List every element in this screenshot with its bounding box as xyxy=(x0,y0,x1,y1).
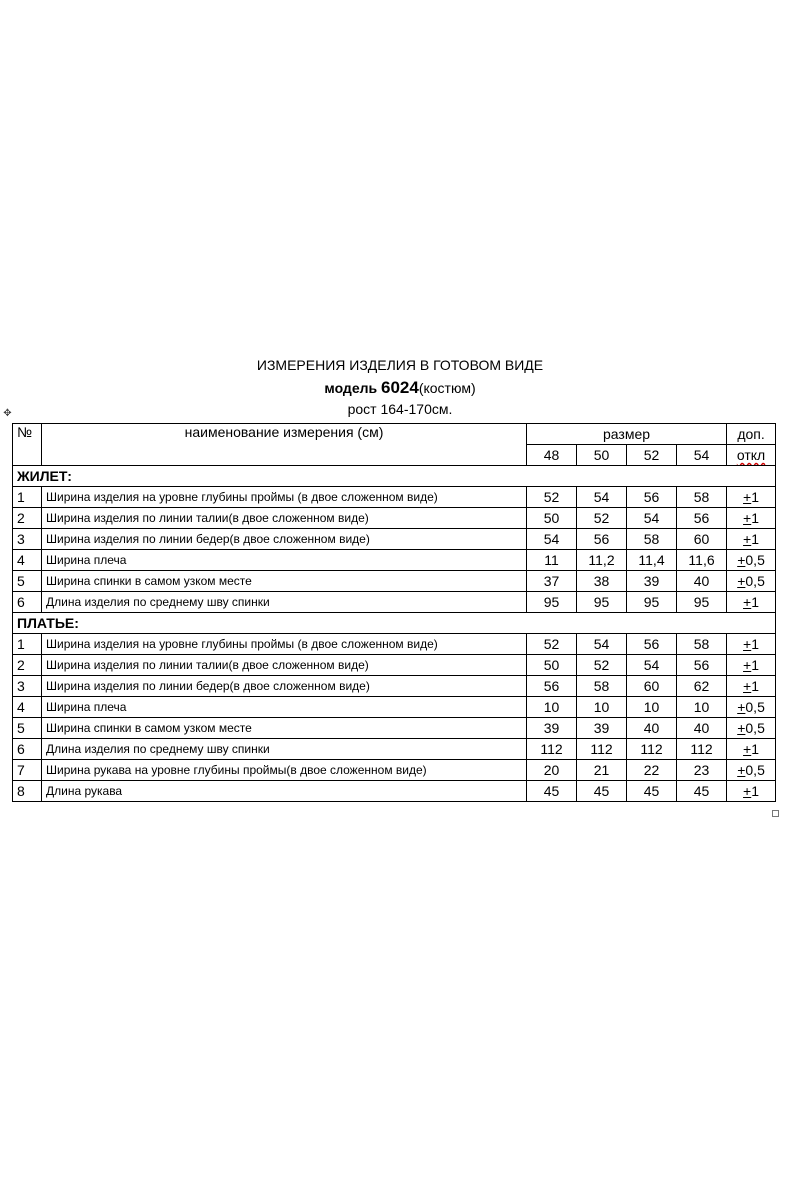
tolerance-number: 1 xyxy=(751,594,760,610)
measurement-name: Длина рукава xyxy=(42,781,527,802)
size-value: 45 xyxy=(527,781,577,802)
measurement-name: Ширина изделия по линии бедер(в двое сложенном виде) xyxy=(42,529,527,550)
size-value: 58 xyxy=(677,487,727,508)
size-value: 10 xyxy=(627,697,677,718)
size-value: 11,2 xyxy=(577,550,627,571)
tolerance-number: 1 xyxy=(751,783,760,799)
size-value: 58 xyxy=(627,529,677,550)
tolerance-value xyxy=(727,571,776,592)
size-value: 40 xyxy=(677,571,727,592)
col-number-header: № xyxy=(13,424,42,466)
plus-minus-sign: + xyxy=(743,510,752,526)
size-value: 54 xyxy=(577,487,627,508)
tolerance-number: 1 xyxy=(751,636,760,652)
plus-minus-sign: + xyxy=(743,678,752,694)
size-value: 50 xyxy=(527,508,577,529)
table-row xyxy=(13,718,776,739)
tolerance-number: 0,5 xyxy=(745,762,765,778)
document-title: ИЗМЕРЕНИЯ ИЗДЕЛИЯ В ГОТОВОМ ВИДЕ xyxy=(256,357,544,373)
size-value: 58 xyxy=(677,634,727,655)
tolerance-number: 1 xyxy=(751,510,760,526)
model-line xyxy=(0,377,800,399)
size-value: 95 xyxy=(627,592,677,613)
plus-minus-sign: + xyxy=(737,552,746,568)
plus-minus-sign: + xyxy=(743,783,752,799)
col-tolerance-header-bottom: откл xyxy=(727,445,776,466)
size-value: 56 xyxy=(627,634,677,655)
size-header: 48 xyxy=(527,445,577,466)
tolerance-value xyxy=(727,592,776,613)
header-row-1 xyxy=(13,424,776,445)
plus-minus-sign: + xyxy=(743,594,752,610)
plus-minus-sign: + xyxy=(743,741,752,757)
table-move-handle-icon[interactable]: ✥ xyxy=(3,408,12,419)
size-value: 95 xyxy=(527,592,577,613)
tolerance-value xyxy=(727,781,776,802)
size-value: 11,4 xyxy=(627,550,677,571)
size-value: 11 xyxy=(527,550,577,571)
plus-minus-sign: + xyxy=(743,657,752,673)
size-value: 10 xyxy=(677,697,727,718)
table-row xyxy=(13,571,776,592)
size-value: 39 xyxy=(627,571,677,592)
measurement-name: Ширина изделия на уровне глубины проймы (в двое сложенном виде) xyxy=(42,634,527,655)
size-value: 58 xyxy=(577,676,627,697)
section-title: ЖИЛЕТ: xyxy=(13,466,776,487)
table-row xyxy=(13,739,776,760)
plus-minus-sign: + xyxy=(737,699,746,715)
row-number: 3 xyxy=(13,529,42,550)
plus-minus-sign: + xyxy=(743,531,752,547)
row-number: 1 xyxy=(13,487,42,508)
size-value: 112 xyxy=(527,739,577,760)
size-value: 45 xyxy=(627,781,677,802)
size-value: 39 xyxy=(577,718,627,739)
measurement-name: Ширина спинки в самом узком месте xyxy=(42,718,527,739)
size-value: 40 xyxy=(627,718,677,739)
size-value: 52 xyxy=(577,508,627,529)
size-header: 50 xyxy=(577,445,627,466)
size-header: 52 xyxy=(627,445,677,466)
size-value: 60 xyxy=(677,529,727,550)
table-row xyxy=(13,634,776,655)
measurement-name: Длина изделия по среднему шву спинки xyxy=(42,592,527,613)
table-row xyxy=(13,655,776,676)
measurement-name: Ширина плеча xyxy=(42,550,527,571)
model-suffix: (костюм) xyxy=(418,380,476,396)
section-row xyxy=(13,466,776,487)
tolerance-number: 1 xyxy=(751,741,760,757)
tolerance-value xyxy=(727,697,776,718)
row-number: 1 xyxy=(13,634,42,655)
size-value: 37 xyxy=(527,571,577,592)
size-value: 54 xyxy=(527,529,577,550)
table-row xyxy=(13,487,776,508)
size-value: 112 xyxy=(577,739,627,760)
tolerance-value xyxy=(727,487,776,508)
measurement-name: Ширина рукава на уровне глубины проймы(в двое сложенном виде) xyxy=(42,760,527,781)
section-title: ПЛАТЬЕ: xyxy=(13,613,776,634)
row-number: 3 xyxy=(13,676,42,697)
plus-minus-sign: + xyxy=(737,573,746,589)
size-value: 50 xyxy=(527,655,577,676)
row-number: 5 xyxy=(13,718,42,739)
size-value: 45 xyxy=(577,781,627,802)
col-tolerance-header-top: доп. xyxy=(727,424,776,445)
tolerance-number: 0,5 xyxy=(745,720,765,736)
tolerance-value xyxy=(727,529,776,550)
tolerance-number: 1 xyxy=(751,489,760,505)
tolerance-value xyxy=(727,718,776,739)
size-value: 112 xyxy=(627,739,677,760)
model-label: модель xyxy=(324,380,378,396)
table-row xyxy=(13,550,776,571)
measurement-name: Ширина изделия на уровне глубины проймы (в двое сложенном виде) xyxy=(42,487,527,508)
tolerance-value xyxy=(727,508,776,529)
size-value: 56 xyxy=(577,529,627,550)
document-heading xyxy=(0,355,800,419)
row-number: 6 xyxy=(13,592,42,613)
plus-minus-sign: + xyxy=(737,762,746,778)
size-value: 54 xyxy=(627,655,677,676)
size-value: 95 xyxy=(677,592,727,613)
tolerance-number: 1 xyxy=(751,531,760,547)
tolerance-number: 1 xyxy=(751,657,760,673)
size-value: 60 xyxy=(627,676,677,697)
measurements-table xyxy=(12,423,776,802)
row-number: 6 xyxy=(13,739,42,760)
size-value: 54 xyxy=(627,508,677,529)
tolerance-number: 0,5 xyxy=(745,552,765,568)
size-value: 52 xyxy=(527,487,577,508)
size-value: 56 xyxy=(527,676,577,697)
height-line: рост 164-170см. xyxy=(347,401,453,417)
plus-minus-sign: + xyxy=(743,489,752,505)
size-value: 38 xyxy=(577,571,627,592)
plus-minus-sign: + xyxy=(743,636,752,652)
tolerance-number: 0,5 xyxy=(745,573,765,589)
size-value: 95 xyxy=(577,592,627,613)
size-value: 112 xyxy=(677,739,727,760)
size-value: 56 xyxy=(627,487,677,508)
measurement-name: Ширина изделия по линии талии(в двое сложенном виде) xyxy=(42,508,527,529)
size-value: 10 xyxy=(577,697,627,718)
table-row xyxy=(13,697,776,718)
row-number: 7 xyxy=(13,760,42,781)
table-row xyxy=(13,676,776,697)
tolerance-value xyxy=(727,550,776,571)
table-resize-handle[interactable] xyxy=(772,810,779,817)
size-value: 52 xyxy=(527,634,577,655)
row-number: 2 xyxy=(13,508,42,529)
size-value: 54 xyxy=(577,634,627,655)
size-value: 56 xyxy=(677,508,727,529)
plus-minus-sign: + xyxy=(737,720,746,736)
row-number: 4 xyxy=(13,550,42,571)
table-row xyxy=(13,508,776,529)
table-row xyxy=(13,781,776,802)
tolerance-value xyxy=(727,739,776,760)
col-size-header: размер xyxy=(527,424,727,445)
row-number: 4 xyxy=(13,697,42,718)
size-value: 39 xyxy=(527,718,577,739)
size-value: 62 xyxy=(677,676,727,697)
size-value: 21 xyxy=(577,760,627,781)
row-number: 5 xyxy=(13,571,42,592)
tolerance-value xyxy=(727,676,776,697)
measurement-name: Длина изделия по среднему шву спинки xyxy=(42,739,527,760)
size-value: 22 xyxy=(627,760,677,781)
col-name-header: наименование измерения (см) xyxy=(42,424,527,466)
size-value: 10 xyxy=(527,697,577,718)
tolerance-value xyxy=(727,760,776,781)
measurement-name: Ширина изделия по линии талии(в двое сложенном виде) xyxy=(42,655,527,676)
tolerance-value xyxy=(727,655,776,676)
size-value: 11,6 xyxy=(677,550,727,571)
measurement-name: Ширина спинки в самом узком месте xyxy=(42,571,527,592)
table-row xyxy=(13,760,776,781)
table-row xyxy=(13,529,776,550)
model-number: 6024 xyxy=(381,378,419,397)
size-value: 20 xyxy=(527,760,577,781)
tolerance-number: 0,5 xyxy=(745,699,765,715)
tolerance-number: 1 xyxy=(751,678,760,694)
tolerance-value xyxy=(727,634,776,655)
section-row xyxy=(13,613,776,634)
row-number: 8 xyxy=(13,781,42,802)
row-number: 2 xyxy=(13,655,42,676)
size-value: 40 xyxy=(677,718,727,739)
measurement-name: Ширина плеча xyxy=(42,697,527,718)
size-value: 52 xyxy=(577,655,627,676)
size-value: 23 xyxy=(677,760,727,781)
size-header: 54 xyxy=(677,445,727,466)
size-value: 45 xyxy=(677,781,727,802)
table-row xyxy=(13,592,776,613)
measurement-name: Ширина изделия по линии бедер(в двое сложенном виде) xyxy=(42,676,527,697)
size-value: 56 xyxy=(677,655,727,676)
